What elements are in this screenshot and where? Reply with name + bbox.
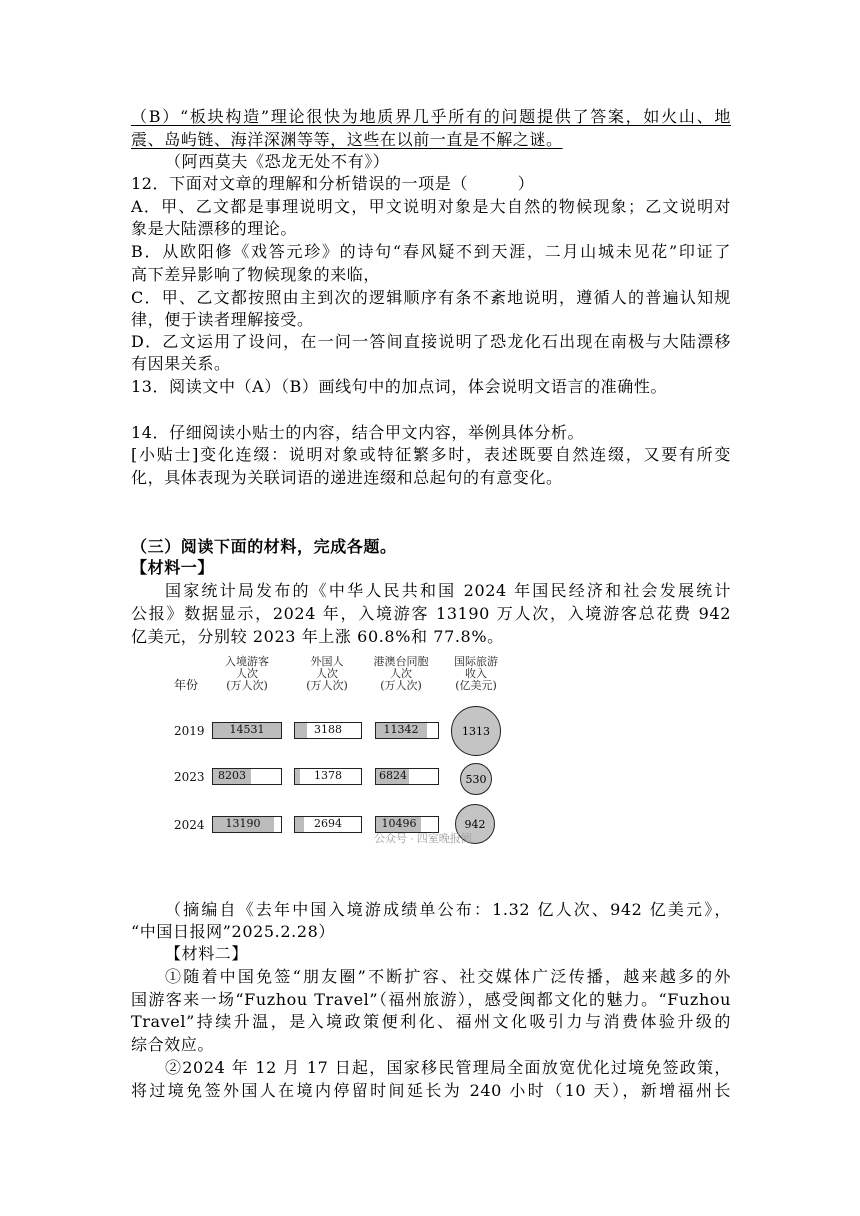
header-line: 港澳台同胞 [373,655,429,668]
header-line: (万人次) [306,679,348,692]
header-line: 人次 [390,667,412,680]
paragraph-line: 公报》数据显示，2024 年，入境游客 13190 万人次，入境游客总花费 942 [131,604,731,623]
option-c-cont: 律，便于读者理解接受。 [131,310,314,329]
option-a: A．甲、乙文都是事理说明文，甲文说明对象是大自然的物候现象；乙文说明对 [131,197,731,216]
material-one-label: 【材料一】 [131,558,215,577]
paragraph-line: 将过境免签外国人在境内停留时间延长为 240 小时（10 天），新增福州长 [131,1081,731,1100]
bar-value: 6824 [379,769,407,782]
text-line: （B）“板块构造”理论很快为地质界几乎所有的问题提供了答案，如火山、地 [131,107,731,126]
hmt-bar [375,768,439,785]
section-heading: （三）阅读下面的材料，完成各题。 [131,537,397,556]
header-hmt [366,656,436,692]
row-year: 2019 [174,724,205,738]
text-line: 震、岛屿链、海洋深渊等等，这些在以前一直是不解之谜。 [131,130,563,149]
foreign-bar [294,816,362,833]
foreign-bar [294,722,362,739]
option-b: B．从欧阳修《戏答元珍》的诗句“春风疑不到天涯，二月山城未见花”印证了 [131,242,731,261]
option-b-cont: 高下差异影响了物候现象的来临， [131,265,381,284]
option-c: C．甲、乙文都按照由主到次的逻辑顺序有条不紊地说明，遵循人的普遍认知规 [131,288,731,307]
header-line: 人次 [316,667,338,680]
question-12: 12．下面对文章的理解和分析错误的一项是（ ） [131,174,535,193]
option-d-cont: 有因果关系。 [131,354,231,373]
citation-text: （摘编自《去年中国入境游成绩单公布：1.32 亿人次、942 亿美元》， [165,900,731,919]
header-line: 入境游客 [225,655,269,668]
paragraph-text: ①随着中国免签“朋友圈”不断扩容、社交媒体广泛传播，越来越多的外 [165,967,731,986]
bar-value: 11342 [383,723,419,736]
row-year: 2024 [174,818,205,832]
paragraph-line [165,580,731,602]
tip-line-cont: 化，具体表现为关联词语的递进连缀和总起句的有意变化。 [131,468,563,487]
header-line: 外国人 [310,655,344,668]
question-13: 13．阅读文中（A）（B）画线句中的加点词，体会说明文语言的准确性。 [131,377,668,396]
paragraph-line [165,966,731,988]
header-revenue [446,656,506,692]
bar-value: 10496 [381,817,417,830]
paragraph-text: 国家统计局发布的《中华人民共和国 2024 年国民经济和社会发展统计 [165,581,731,600]
revenue-circle: 530 [460,763,492,795]
bar-value: 14531 [229,723,265,736]
source-citation: （阿西莫夫《恐龙无处不有》） [165,152,390,171]
paragraph-line: 国游客来一场“Fuzhou Travel”（福州旅游），感受闽都文化的魅力。“Fuzhou [131,990,731,1009]
tourism-figure [170,654,510,850]
total-bar [212,816,282,833]
header-line: (亿美元) [455,679,497,692]
citation-line [165,899,731,921]
option-a-cont: 象是大陆漂移的理论。 [131,219,298,238]
watermark: 公众号 · 四室晚报阅 [374,833,472,845]
header-line: 收入 [465,667,487,680]
question-14: 14．仔细阅读小贴士的内容，结合甲文内容，举例具体分析。 [131,423,585,442]
header-line: 人次 [236,667,258,680]
row-year: 2023 [174,770,205,784]
bar-value: 3188 [314,723,342,736]
revenue-circle: 942 [455,804,495,844]
header-line: (万人次) [226,679,268,692]
option-d: D．乙文运用了设问，在一问一答间直接说明了恐龙化石出现在南极与大陆漂移 [131,332,731,351]
material-two-label: 【材料二】 [165,944,249,963]
total-bar [212,722,282,739]
bar-value: 13190 [225,817,261,830]
paragraph-line: 综合效应。 [131,1035,215,1054]
bar-value: 8203 [218,769,246,782]
total-bar [212,768,282,785]
header-line: 国际旅游 [454,655,498,668]
foreign-bar [294,768,362,785]
paragraph-text: ②2024 年 12 月 17 日起，国家移民管理局全面放宽优化过境免签政策， [165,1058,731,1077]
tip-line: [小贴士]变化连缀：说明对象或特征繁多时，表述既要自然连缀，又要有所变 [131,445,731,464]
header-foreign [292,656,362,692]
paragraph-line [165,1057,731,1079]
paragraph-line: Travel”持续升温，是入境政策便利化、福州文化吸引力与消费体验升级的 [131,1012,731,1031]
citation-line: “中国日报网”2025.2.28） [131,922,335,941]
header-line: (万人次) [380,679,422,692]
bar-value: 1378 [314,769,342,782]
hmt-bar [375,722,439,739]
header-total [212,656,282,692]
bar-value: 2694 [314,817,342,830]
paragraph-line: 亿美元，分别较 2023 年上涨 60.8%和 77.8%。 [131,627,504,646]
header-year: 年份 [174,678,199,692]
revenue-circle: 1313 [451,706,501,756]
